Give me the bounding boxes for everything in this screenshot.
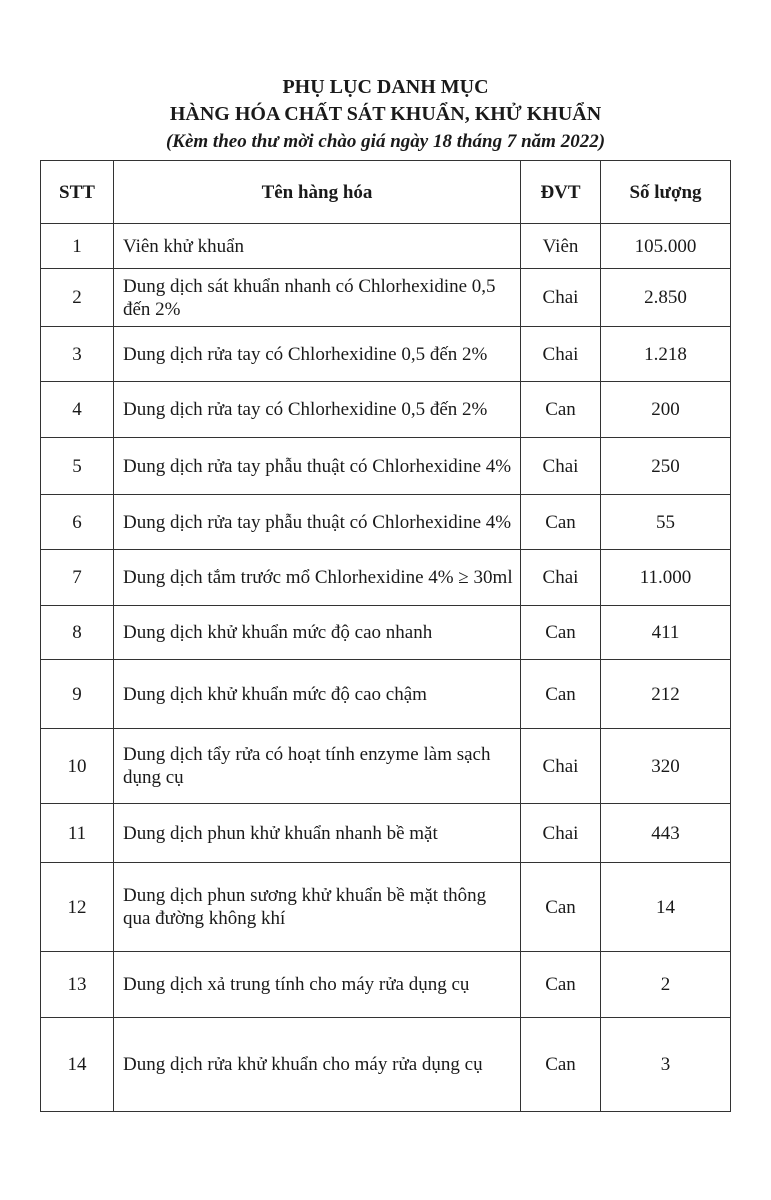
cell-stt: 6 — [41, 495, 114, 550]
cell-qty: 105.000 — [601, 224, 731, 269]
cell-stt: 2 — [41, 269, 114, 327]
table-row — [41, 952, 731, 1018]
table-header-row — [41, 161, 731, 224]
table-row — [41, 269, 731, 327]
table-row — [41, 863, 731, 952]
cell-qty: 2 — [601, 952, 731, 1018]
cell-name: Dung dịch rửa khử khuẩn cho máy rửa dụng cụ — [114, 1018, 521, 1112]
cell-stt: 1 — [41, 224, 114, 269]
cell-name: Dung dịch tắm trước mổ Chlorhexidine 4% ≥ 30ml — [114, 550, 521, 606]
cell-unit: Chai — [521, 438, 601, 495]
table-row — [41, 495, 731, 550]
cell-stt: 12 — [41, 863, 114, 952]
cell-qty: 11.000 — [601, 550, 731, 606]
header-qty: Số lượng — [601, 161, 731, 224]
cell-qty: 55 — [601, 495, 731, 550]
cell-qty: 320 — [601, 729, 731, 804]
table-row — [41, 382, 731, 438]
document-title-line1: PHỤ LỤC DANH MỤC — [282, 76, 489, 98]
table-row — [41, 729, 731, 804]
table-row — [41, 1018, 731, 1112]
cell-name: Dung dịch rửa tay có Chlorhexidine 0,5 đến 2% — [114, 382, 521, 438]
cell-name: Dung dịch sát khuẩn nhanh có Chlorhexidine 0,5 đến 2% — [114, 269, 521, 327]
document-title-line2: HÀNG HÓA CHẤT SÁT KHUẨN, KHỬ KHUẨN — [169, 103, 602, 125]
cell-qty: 1.218 — [601, 327, 731, 382]
cell-qty: 411 — [601, 606, 731, 660]
cell-stt: 10 — [41, 729, 114, 804]
header-name: Tên hàng hóa — [114, 161, 521, 224]
header-stt: STT — [41, 161, 114, 224]
cell-unit: Chai — [521, 550, 601, 606]
cell-unit: Viên — [521, 224, 601, 269]
cell-unit: Chai — [521, 729, 601, 804]
cell-qty: 14 — [601, 863, 731, 952]
cell-unit: Chai — [521, 804, 601, 863]
cell-stt: 7 — [41, 550, 114, 606]
goods-table — [40, 160, 731, 1112]
cell-name: Dung dịch phun sương khử khuẩn bề mặt thông qua đường không khí — [114, 863, 521, 952]
cell-stt: 9 — [41, 660, 114, 729]
cell-name: Dung dịch rửa tay phẫu thuật có Chlorhexidine 4% — [114, 438, 521, 495]
cell-qty: 250 — [601, 438, 731, 495]
cell-unit: Chai — [521, 269, 601, 327]
cell-stt: 8 — [41, 606, 114, 660]
cell-unit: Can — [521, 660, 601, 729]
cell-stt: 5 — [41, 438, 114, 495]
cell-unit: Can — [521, 863, 601, 952]
cell-stt: 4 — [41, 382, 114, 438]
document-subtitle: (Kèm theo thư mời chào giá ngày 18 tháng 7 năm 2022) — [165, 131, 606, 152]
header-unit: ĐVT — [521, 161, 601, 224]
cell-stt: 11 — [41, 804, 114, 863]
cell-unit: Chai — [521, 327, 601, 382]
table-row — [41, 606, 731, 660]
cell-name: Dung dịch phun khử khuẩn nhanh bề mặt — [114, 804, 521, 863]
table-row — [41, 438, 731, 495]
cell-name: Viên khử khuẩn — [114, 224, 521, 269]
cell-unit: Can — [521, 952, 601, 1018]
table-row — [41, 224, 731, 269]
cell-name: Dung dịch khử khuẩn mức độ cao nhanh — [114, 606, 521, 660]
cell-unit: Can — [521, 382, 601, 438]
table-row — [41, 550, 731, 606]
cell-name: Dung dịch rửa tay phẫu thuật có Chlorhexidine 4% — [114, 495, 521, 550]
cell-qty: 2.850 — [601, 269, 731, 327]
cell-unit: Can — [521, 495, 601, 550]
cell-stt: 3 — [41, 327, 114, 382]
cell-name: Dung dịch khử khuẩn mức độ cao chậm — [114, 660, 521, 729]
cell-stt: 14 — [41, 1018, 114, 1112]
cell-unit: Can — [521, 1018, 601, 1112]
table-row — [41, 660, 731, 729]
cell-qty: 3 — [601, 1018, 731, 1112]
table-row — [41, 804, 731, 863]
cell-name: Dung dịch rửa tay có Chlorhexidine 0,5 đến 2% — [114, 327, 521, 382]
cell-qty: 443 — [601, 804, 731, 863]
cell-qty: 212 — [601, 660, 731, 729]
cell-stt: 13 — [41, 952, 114, 1018]
cell-name: Dung dịch xả trung tính cho máy rửa dụng cụ — [114, 952, 521, 1018]
cell-qty: 200 — [601, 382, 731, 438]
table-row — [41, 327, 731, 382]
cell-unit: Can — [521, 606, 601, 660]
cell-name: Dung dịch tẩy rửa có hoạt tính enzyme làm sạch dụng cụ — [114, 729, 521, 804]
